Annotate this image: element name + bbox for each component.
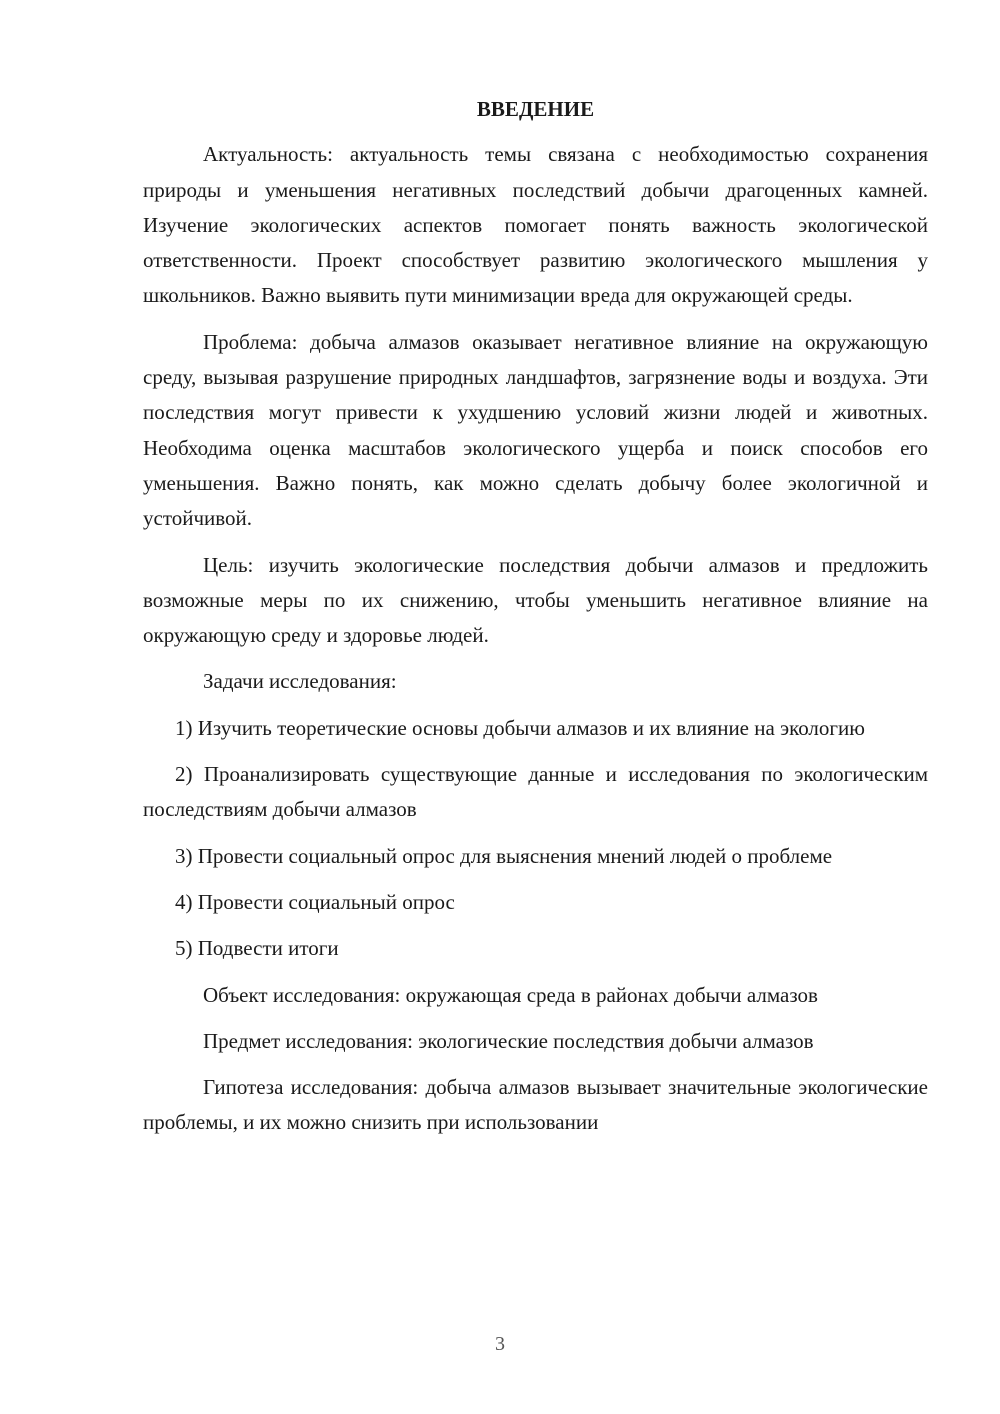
task-item: 5) Подвести итоги xyxy=(175,936,339,961)
task-item: 4) Провести социальный опрос xyxy=(175,889,455,914)
section-title: ВВЕДЕНИЕ xyxy=(476,97,595,121)
task-item: 2) Проанализировать существующие данные и исследования по экологическим последствиям добычи алмазов xyxy=(143,762,928,822)
tasks-heading: Задачи исследования: xyxy=(203,669,397,694)
task-item: 3) Провести социальный опрос для выяснения мнений людей о проблеме xyxy=(175,843,833,868)
problem-paragraph: Проблема: добыча алмазов оказывает негативное влияние на окружающую среду, вызывая разрушение природных ландшафтов, загрязнение воды и воздуха. Эти последствия могут привести к ухудшению условий жизни людей и животных. Необходима оценка масштабов экологического ущерба и поиск способов его уменьшения. Важно понять, как можно сделать добычу более экологичной и устойчивой. xyxy=(143,329,928,531)
hypothesis-paragraph: Гипотеза исследования: добыча алмазов вызывает значительные экологические проблемы, и их можно снизить при использовании xyxy=(143,1075,928,1135)
object-paragraph: Объект исследования: окружающая среда в районах добычи алмазов xyxy=(203,982,818,1007)
goal-paragraph: Цель: изучить экологические последствия добычи алмазов и предложить возможные меры по их снижению, чтобы уменьшить негативное влияние на окружающую среду и здоровье людей. xyxy=(143,552,928,648)
document-page xyxy=(143,92,928,1152)
page-number: 3 xyxy=(495,1333,505,1355)
relevance-paragraph: Актуальность: актуальность темы связана с необходимостью сохранения природы и уменьшения негативных последствий добычи драгоценных камней. Изучение экологических аспектов помогает понять важность экологической ответственности. Проект способствует развитию экологического мышления у школьников. Важно выявить пути минимизации вреда для окружающей среды. xyxy=(143,142,928,308)
subject-paragraph: Предмет исследования: экологические последствия добычи алмазов xyxy=(203,1028,814,1053)
task-item: 1) Изучить теоретические основы добычи алмазов и их влияние на экологию xyxy=(175,715,865,740)
